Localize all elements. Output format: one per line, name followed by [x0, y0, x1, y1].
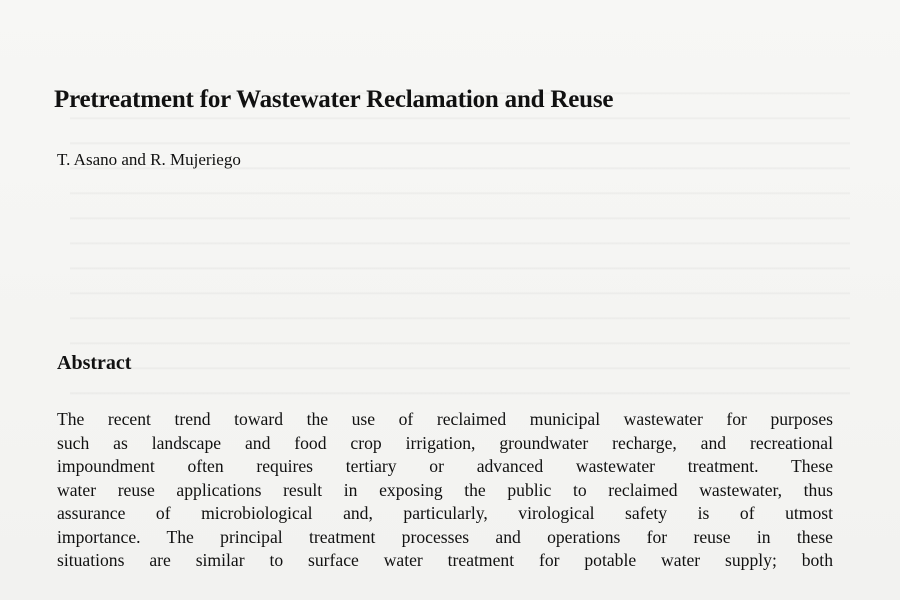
- abstract-line: situations are similar to surface water treatment for potable water supply; both: [57, 550, 833, 570]
- paper-authors: T. Asano and R. Mujeriego: [57, 150, 241, 169]
- paper-title: Pretreatment for Wastewater Reclamation and Reuse: [54, 86, 614, 113]
- abstract-line: such as landscape and food crop irrigation, groundwater recharge, and recreational: [57, 432, 833, 453]
- show-through-texture: [70, 70, 850, 400]
- abstract-line: water reuse applications result in exposing the public to reclaimed wastewater, thus: [57, 479, 833, 500]
- abstract-line: The recent trend toward the use of reclaimed municipal wastewater for purposes: [57, 409, 833, 429]
- abstract-line: assurance of microbiological and, particularly, virological safety is of utmost: [57, 503, 833, 523]
- abstract-heading: Abstract: [57, 352, 132, 374]
- abstract-body: [57, 408, 833, 573]
- abstract-line: impoundment often requires tertiary or advanced wastewater treatment. These: [57, 456, 833, 476]
- abstract-line: importance. The principal treatment processes and operations for reuse in these: [57, 526, 833, 547]
